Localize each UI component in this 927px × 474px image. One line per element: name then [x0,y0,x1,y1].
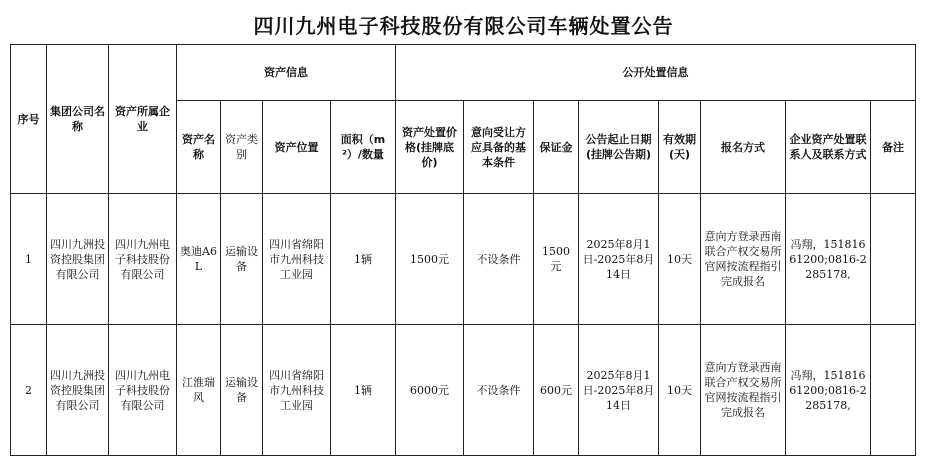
cell-asset-type: 运输设备 [221,194,263,325]
cell-asset-location: 四川省绵阳市九州科技工业园 [263,194,331,325]
header-asset-info: 资产信息 [177,45,396,101]
header-enterprise: 资产所属企业 [109,45,177,194]
header-area: 面积（m²）/数量 [331,101,396,194]
cell-group: 四川九洲投资控股集团有限公司 [47,325,109,456]
cell-seq: 2 [11,325,47,456]
cell-signup: 意向方登录西南联合产权交易所官网按流程指引完成报名 [701,325,786,456]
cell-price: 6000元 [396,325,464,456]
cell-remark [871,325,916,456]
header-public-info: 公开处置信息 [396,45,916,101]
cell-contact: 冯翔，15181661200;0816-2285178, [786,194,871,325]
header-conditions: 意向受让方应具备的基本条件 [464,101,534,194]
cell-area: 1辆 [331,325,396,456]
cell-validity: 10天 [659,325,701,456]
cell-conditions: 不设条件 [464,325,534,456]
header-remark: 备注 [871,101,916,194]
cell-seq: 1 [11,194,47,325]
table-row [11,194,916,325]
cell-validity: 10天 [659,194,701,325]
cell-asset-name: 奥迪A6L [177,194,221,325]
table-row [11,325,916,456]
header-signup: 报名方式 [701,101,786,194]
cell-asset-location: 四川省绵阳市九州科技工业园 [263,325,331,456]
cell-group: 四川九洲投资控股集团有限公司 [47,194,109,325]
cell-remark [871,194,916,325]
cell-conditions: 不设条件 [464,194,534,325]
header-validity: 有效期(天) [659,101,701,194]
header-asset-type: 资产类别 [221,101,263,194]
cell-period: 2025年8月1日-2025年8月14日 [579,194,659,325]
cell-asset-type: 运输设备 [221,325,263,456]
cell-asset-name: 江淮瑞风 [177,325,221,456]
cell-contact: 冯翔，15181661200;0816-2285178, [786,325,871,456]
header-asset-location: 资产位置 [263,101,331,194]
cell-price: 1500元 [396,194,464,325]
header-period: 公告起止日期(挂牌公告期) [579,101,659,194]
header-group: 集团公司名称 [47,45,109,194]
cell-period: 2025年8月1日-2025年8月14日 [579,325,659,456]
cell-enterprise: 四川九州电子科技股份有限公司 [109,325,177,456]
disposal-table [10,44,916,456]
cell-signup: 意向方登录西南联合产权交易所官网按流程指引完成报名 [701,194,786,325]
header-deposit: 保证金 [534,101,579,194]
cell-deposit: 1500元 [534,194,579,325]
header-row-1 [11,45,916,101]
header-asset-name: 资产名称 [177,101,221,194]
cell-area: 1辆 [331,194,396,325]
header-seq: 序号 [11,45,47,194]
header-contact: 企业资产处置联系人及联系方式 [786,101,871,194]
cell-enterprise: 四川九州电子科技股份有限公司 [109,194,177,325]
cell-deposit: 600元 [534,325,579,456]
header-price: 资产处置价格(挂牌底价) [396,101,464,194]
page-title: 四川九州电子科技股份有限公司车辆处置公告 [253,14,674,38]
